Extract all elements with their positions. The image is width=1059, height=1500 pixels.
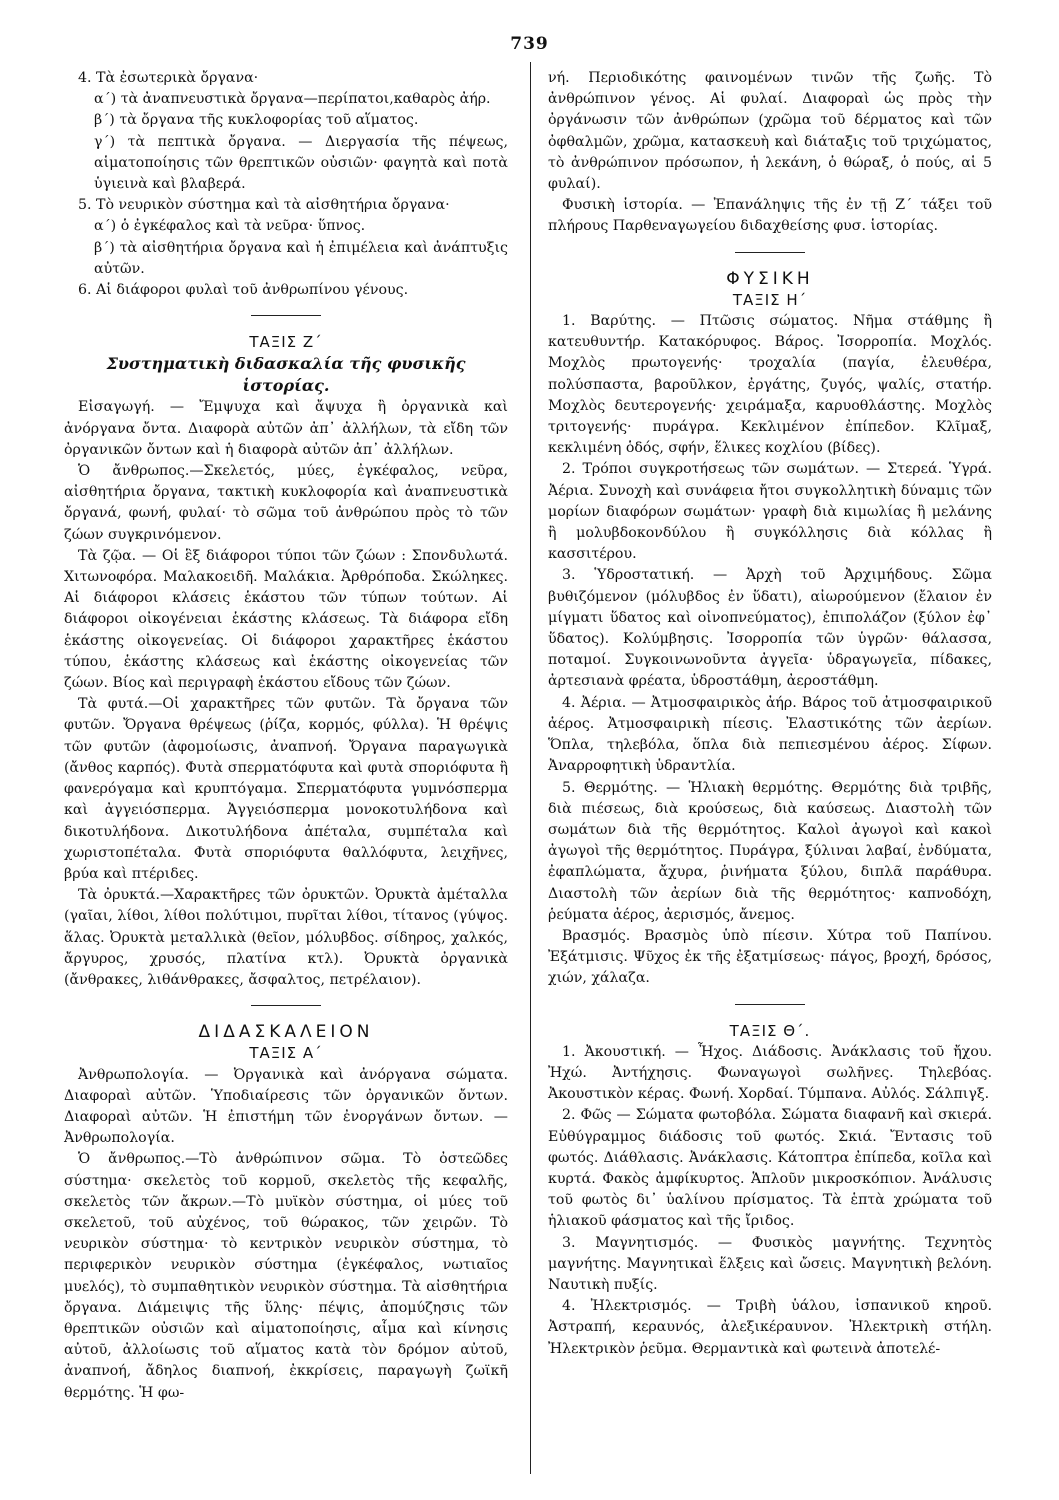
list-item: β΄) τὰ αἰσθητήρια ὄργανα καὶ ἡ ἐπιμέλεια καὶ ἀνάπτυξις αὐτῶν.: [94, 239, 508, 277]
list-item: α΄) τὰ ἀναπνευστικὰ ὄργανα—περίπατοι,καθαρὸς ἀήρ.: [94, 91, 491, 108]
paragraph: 4. Ἀέρια. — Ἀτμοσφαιρικὸς ἀήρ. Βάρος τοῦ ἀτμοσφαιρικοῦ ἀέρος. Ἀτμοσφαιρικὴ πίεσις. Ἐλαστικότης τῶν ἀερίων. Ὅπλα, τηλεβόλα, ὅπλα διὰ πεπιεσμένου ἀέρος. Σίφων. Ἀναρροφητικὴ ὑδραντλία.: [548, 694, 992, 775]
section-rule: [251, 315, 321, 316]
paragraph: 3. Μαγνητισμός. — Φυσικὸς μαγνήτης. Τεχνητὸς μαγνήτης. Μαγνητικαὶ ἕλξεις καὶ ὤσεις. Μαγνητικὴ βελόνη. Ναυτικὴ πυξίς.: [548, 1234, 992, 1293]
paragraph: 1. Ἀκουστική. — Ἦχος. Διάδοσις. Ἀνάκλασις τοῦ ἤχου. Ἠχώ. Ἀντήχησις. Φωναγωγοὶ σωλῆνες. Τηλεβόας. Ἀκουστικὸν κέρας. Φωνή. Χορδαί. Τύμπανα. Αὐλός. Σάλπιγξ.: [548, 1043, 992, 1103]
paragraph: νή. Περιοδικότης φαινομένων τινῶν τῆς ζωῆς. Τὸ ἀνθρώπινον γένος. Αἱ φυλαί. Διαφοραὶ ὡς πρὸς τὴν ὀργάνωσιν τῶν ἀνθρώπων (χρῶμα τοῦ δέρματος καὶ τῶν ὀφθαλμῶν, χρῶμα, κατασκευὴ καὶ διάταξις τοῦ τριχώματος, τὸ ἀνθρώπινον πρόσωπον, ἡ λεκάνη, ὁ θώραξ, ὁ πούς, αἱ 5 φυλαί).: [548, 70, 992, 193]
section-rule: [735, 252, 805, 253]
left-column: [64, 68, 508, 1404]
section-heading: ΤΑΞΙΣ Ζ΄: [249, 333, 323, 352]
paragraph: Φυσικὴ ἱστορία. — Ἐπανάληψις τῆς ἐν τῇ Ζ΄ τάξει τοῦ πλήρους Παρθεναγωγείου διδαχθείσης φυσ. ἱστορίας.: [548, 197, 992, 235]
paragraph: 1. Βαρύτης. — Πτῶσις σώματος. Νῆμα στάθμης ἢ κατευθυντήρ. Κατακόρυφος. Βάρος. Ἰσορροπία. Μοχλός. Μοχλὸς πρωτογενής· τροχαλία (παγία, ἐλευθέρα, πολύσπαστα, βαροῦλκον, ἐργάτης, ζυγός, ψαλίς, στατήρ. Μοχλὸς δευτερογενής· χειράμαξα, καρυοθλάστης. Μοχλὸς τριτογενής· πυράγρα. Κεκλιμένον ἐπίπεδον. Κλῖμαξ, κεκλιμένη ὁδός, σφήν, ἕλικες κοχλίου (βίδες).: [548, 313, 992, 457]
section-rule: [735, 1004, 805, 1005]
column-divider: [530, 62, 531, 1474]
page-number: 739: [510, 34, 549, 54]
paragraph: Βρασμός. Βρασμὸς ὑπὸ πίεσιν. Χύτρα τοῦ Παπίνου. Ἐξάτμισις. Ψῦχος ἐκ τῆς ἐξατμίσεως· πάγος, βροχή, δρόσος, χιών, χάλαζα.: [548, 927, 992, 987]
paragraph: 4. Ἠλεκτρισμός. — Τριβὴ ὑάλου, ἰσπανικοῦ κηροῦ. Ἀστραπή, κεραυνός, ἀλεξικέραυνον. Ἠλεκτρικὴ στήλη. Ἠλεκτρικὸν ῥεῦμα. Θερμαντικὰ καὶ φωτεινὰ ἀποτελέ-: [548, 1298, 992, 1357]
list-item: 5. Τὸ νευρικὸν σύστημα καὶ τὰ αἰσθητήρια ὄργανα·: [78, 197, 450, 214]
paragraph: Τὰ ζῷα. — Οἱ ἓξ διάφοροι τύποι τῶν ζώων : Σπονδυλωτά. Χιτωνοφόρα. Μαλακοειδῆ. Μαλάκια. Ἀρθρόποδα. Σκώληκες. Αἱ διάφοροι κλάσεις ἑκάστου τῶν τύπων τούτων. Αἱ διάφοροι οἰκογένειαι ἑκάστης κλάσεως. Τὰ διάφορα εἴδη ἑκάστης οἰκογενείας. Οἱ διάφοροι χαρακτῆρες ἑκάστου τύπου, ἑκάστης κλάσεως καὶ ἑκάστης οἰκογενείας τῶν ζώων. Βίος καὶ περιγραφὴ ἑκάστου εἴδους τῶν ζώων.: [64, 547, 508, 692]
section-title: Συστηματικὴ διδασκαλία τῆς φυσικῆς ἱστορίας.: [106, 354, 466, 396]
list-item: α΄) ὁ ἐγκέφαλος καὶ τὰ νεῦρα· ὕπνος.: [94, 218, 366, 235]
paragraph: Εἰσαγωγή. — Ἔμψυχα καὶ ἄψυχα ἢ ὀργανικὰ καὶ ἀνόργανα ὄντα. Διαφορὰ αὐτῶν ἀπ᾽ ἀλλήλων, τὰ εἴδη τῶν ὀργανικῶν ὄντων καὶ ἡ διαφορὰ αὐτῶν ἀπ᾽ ἀλλήλων.: [64, 399, 508, 458]
paragraph: Ὁ ἄνθρωπος.—Σκελετός, μύες, ἐγκέφαλος, νεῦρα, αἰσθητήρια ὄργανα, τακτικὴ κυκλοφορία καὶ ἀναπνευστικὰ ὄργανά, φωνή, φυλαί· τὸ σῶμα τοῦ ἀνθρώπου πρὸς τὸ τῶν ζώων συγκρινόμενον.: [64, 463, 508, 543]
paragraph: 2. Τρόποι συγκροτήσεως τῶν σωμάτων. — Στερεά. Ὑγρά. Ἀέρια. Συνοχὴ καὶ συνάφεια ἤτοι συγκολλητικὴ δύναμις τῶν μορίων διαφόρων σωμάτων· γραφὴ διὰ κιμωλίας ἢ μελάνης ἢ μολυβδοκονδύλου ἢ συγκόλλησις διὰ κόλλας ἢ κασσιτέρου.: [548, 461, 992, 563]
section-heading: ΔΙΔΑΣΚΑΛΕΙΟΝ: [198, 1022, 374, 1043]
paragraph: 5. Θερμότης. — Ἡλιακὴ θερμότης. Θερμότης διὰ τριβῆς, διὰ πιέσεως, διὰ κρούσεως, διὰ καύσεως. Διαστολὴ τῶν σωμάτων διὰ τῆς θερμότητος. Καλοὶ ἀγωγοὶ καὶ κακοὶ ἀγωγοὶ τῆς θερμότητος. Πυράγρα, ξύλιναι λαβαί, ἐνδύματα, ἐφαπλώματα, ἄχυρα, ῥινήματα ξύλου, διπλᾶ παράθυρα. Διαστολὴ τῶν ἀερίων διὰ τῆς θερμότητος· καπνοδόχη, ῥεύματα ἀέρος, ἀερισμός, ἄνεμος.: [548, 779, 992, 923]
section-rule: [251, 1005, 321, 1006]
right-column: [548, 68, 992, 1360]
list-item: 6. Αἱ διάφοροι φυλαὶ τοῦ ἀνθρωπίνου γένους.: [78, 282, 409, 299]
list-item: β΄) τὰ ὄργανα τῆς κυκλοφορίας τοῦ αἵματος.: [94, 112, 419, 129]
section-heading: ΤΑΞΙΣ Η΄: [732, 290, 808, 309]
paragraph: Τὰ ὀρυκτά.—Χαρακτῆρες τῶν ὀρυκτῶν. Ὀρυκτὰ ἀμέταλλα (γαῖαι, λίθοι, λίθοι πολύτιμοι, πυρῖται λίθοι, τίτανος (γύψος. ἅλας. Ὀρυκτὰ μεταλλικὰ (θεῖον, μόλυβδος. σίδηρος, χαλκός, ἄργυρος, χρυσός, πλατίνα κτλ). Ὀρυκτὰ ὀργανικὰ (ἄνθρακες, λιθάνθρακες, ἄσφαλτος, πετρέλαιον).: [64, 887, 508, 988]
paragraph: 2. Φῶς — Σώματα φωτοβόλα. Σώματα διαφανῆ καὶ σκιερά. Εὐθύγραμμος διάδοσις τοῦ φωτός. Σκιά. Ἔντασις τοῦ φωτός. Διάθλασις. Ἀνάκλασις. Κάτοπτρα ἐπίπεδα, κοῖλα καὶ κυρτά. Φακὸς ἀμφίκυρτος. Ἁπλοῦν μικροσκόπιον. Ἀνάλυσις τοῦ φωτὸς δι᾽ ὑαλίνου πρίσματος. Τὰ ἑπτὰ χρώματα τοῦ ἡλιακοῦ φάσματος καὶ τῆς ἴριδος.: [548, 1107, 992, 1230]
section-heading: ΤΑΞΙΣ Θ΄.: [729, 1021, 811, 1040]
paragraph: 3. Ὑδροστατική. — Ἀρχὴ τοῦ Ἀρχιμήδους. Σῶμα βυθιζόμενον (μόλυβδος ἐν ὕδατι), αἰωρούμενον (ἔλαιον ἐν μίγματι ὕδατος καὶ οἰνοπνεύματος), ἐπιπολάζον (ξύλον ἐφ᾽ ὕδατος). Κολύμβησις. Ἰσορροπία τῶν ὑγρῶν· θάλασσα, ποταμοί. Συγκοινωνοῦντα ἀγγεῖα· ὑδραγωγεῖα, πίδακες, ἀρτεσιανὰ φρέατα, ὑδροστάθμη, ἀεροστάθμη.: [548, 567, 992, 690]
list-item: γ΄) τὰ πεπτικὰ ὄργανα. — Διεργασία τῆς πέψεως, αἱματοποίησις τῶν θρεπτικῶν οὐσιῶν· φαγητὰ καὶ ποτὰ ὑγιεινὰ καὶ βλαβερά.: [94, 133, 508, 193]
paragraph: Τὰ φυτά.—Οἱ χαρακτῆρες τῶν φυτῶν. Τὰ ὄργανα τῶν φυτῶν. Ὄργανα θρέψεως (ῥίζα, κορμός, φύλλα). Ἡ θρέψις τῶν φυτῶν (ἀφομοίωσις, ἀναπνοή. Ὄργανα παραγωγικὰ (ἄνθος καρπός). Φυτὰ σπερματόφυτα καὶ φυτὰ σποριόφυτα ἢ φανερόγαμα καὶ κρυπτόγαμα. Σπερματόφυτα γυμνόσπερμα καὶ ἀγγειόσπερμα. Ἀγγειόσπερμα μονοκοτυλήδονα καὶ δικοτυλήδονα. Δικοτυλήδονα ἀπέταλα, συμπέταλα καὶ χωριστοπέταλα. Φυτὰ σποριόφυτα θαλλόφυτα, λειχῆνες, βρύα καὶ πτέριδες.: [64, 696, 508, 882]
section-heading: ΤΑΞΙΣ Α΄: [249, 1044, 323, 1063]
paragraph: Ὁ ἄνθρωπος.—Τὸ ἀνθρώπινον σῶμα. Τὸ ὀστεῶδες σύστημα· σκελετὸς τοῦ κορμοῦ, σκελετὸς τῆς κεφαλῆς, σκελετὸς τῶν ἄκρων.—Τὸ μυϊκὸν σύστημα, οἱ μύες τοῦ σκελετοῦ, τοῦ αὐχένος, τοῦ θώρακος, τῶν χειρῶν. Τὸ νευρικὸν σύστημα· τὸ κεντρικὸν νευρικὸν σύστημα, τὸ περιφερικὸν νευρικὸν σύστημα (ἐγκέφαλος, νωτιαῖος μυελός), τὸ συμπαθητικὸν νευρικὸν σύστημα. Τὰ αἰσθητήρια ὄργανα. Διάμειψις τῆς ὕλης· πέψις, ἀπομύζησις τῶν θρεπτικῶν οὐσιῶν καὶ αἱματοποίησις, αἷμα καὶ κίνησις αὐτοῦ, ἀλλοίωσις τοῦ αἵματος κατὰ τὸν δρόμον αὐτοῦ, ἀναπνοή, ἄδηλος διαπνοή, ἐκκρίσεις, παραγωγὴ ζωϊκῆ θερμότης. Ἡ φω-: [64, 1151, 508, 1401]
section-heading: ΦΥΣΙΚΗ: [726, 268, 814, 289]
list-item: 4. Τὰ ἐσωτερικὰ ὄργανα·: [78, 70, 259, 86]
paragraph: Ἀνθρωπολογία. — Ὀργανικὰ καὶ ἀνόργανα σώματα. Διαφοραὶ αὐτῶν. Ὑποδιαίρεσις τῶν ὀργανικῶν ὄντων. Διαφοραὶ αὐτῶν. Ἡ ἐπιστήμη τῶν ἐνοργάνων ὄντων. —Ἀνθρωπολογία.: [64, 1066, 508, 1147]
